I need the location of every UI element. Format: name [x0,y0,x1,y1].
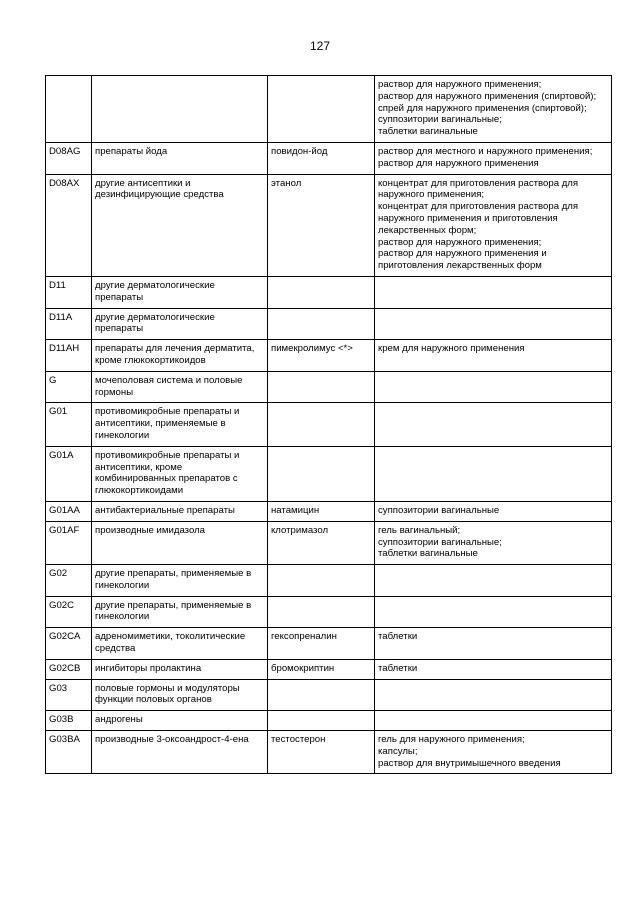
drug-name-cell: бромокриптин [268,659,375,679]
anatomical-group-cell: другие антисептики и дезинфицирующие средства [92,174,268,276]
drug-name-cell [268,76,375,143]
drug-name-cell: повидон-йод [268,142,375,174]
drug-name-cell [268,679,375,711]
drug-name-cell [268,565,375,597]
atc-code-cell: G03BA [46,731,92,774]
table-row [46,276,612,308]
atc-code-cell: G01AA [46,501,92,521]
atc-code-cell: D08AG [46,142,92,174]
anatomical-group-cell: ингибиторы пролактина [92,659,268,679]
table-row [46,501,612,521]
anatomical-group-cell: другие препараты, применяемые в гинекологии [92,565,268,597]
table-row [46,340,612,372]
drug-name-cell: гексопреналин [268,628,375,660]
anatomical-group-cell: препараты для лечения дерматита, кроме глюкокортикоидов [92,340,268,372]
atc-code-cell: D11 [46,276,92,308]
atc-code-cell: G02CA [46,628,92,660]
dosage-form-cell [375,371,612,403]
drug-table [45,75,612,774]
table-body [46,76,612,774]
atc-code-cell: D08AX [46,174,92,276]
anatomical-group-cell: противомикробные препараты и антисептики, применяемые в гинекологии [92,403,268,446]
atc-code-cell: G [46,371,92,403]
anatomical-group-cell: антибактериальные препараты [92,501,268,521]
dosage-form-cell: таблетки [375,628,612,660]
drug-name-cell [268,596,375,628]
atc-code-cell: G01A [46,446,92,501]
dosage-form-cell [375,596,612,628]
table-row [46,76,612,143]
dosage-form-cell [375,565,612,597]
dosage-form-cell [375,679,612,711]
drug-name-cell: пимекролимус <*> [268,340,375,372]
anatomical-group-cell: другие препараты, применяемые в гинекологии [92,596,268,628]
atc-code-cell: G02 [46,565,92,597]
drug-name-cell: клотримазол [268,521,375,564]
table-row [46,596,612,628]
drug-name-cell: этанол [268,174,375,276]
anatomical-group-cell: противомикробные препараты и антисептики, кроме комбинированных препаратов с глюкокортикоидами [92,446,268,501]
dosage-form-cell: раствор для местного и наружного применения; раствор для наружного применения [375,142,612,174]
anatomical-group-cell: мочеполовая система и половые гормоны [92,371,268,403]
atc-code-cell: G02CB [46,659,92,679]
atc-code-cell: G01 [46,403,92,446]
anatomical-group-cell: другие дерматологические препараты [92,308,268,340]
anatomical-group-cell: производные 3-оксоандрост-4-ена [92,731,268,774]
anatomical-group-cell: адреномиметики, токолитические средства [92,628,268,660]
table-row [46,174,612,276]
table-row [46,659,612,679]
drug-name-cell [268,371,375,403]
atc-code-cell [46,76,92,143]
table-row [46,731,612,774]
dosage-form-cell [375,276,612,308]
dosage-form-cell [375,308,612,340]
atc-code-cell: D11AH [46,340,92,372]
table-row [46,371,612,403]
dosage-form-cell: крем для наружного применения [375,340,612,372]
anatomical-group-cell: препараты йода [92,142,268,174]
dosage-form-cell [375,711,612,731]
dosage-form-cell: таблетки [375,659,612,679]
drug-name-cell [268,403,375,446]
anatomical-group-cell: другие дерматологические препараты [92,276,268,308]
dosage-form-cell: концентрат для приготовления раствора для наружного применения; концентрат для приготовления раствора для наружного применения и приготовления лекарственных форм; раствор для наружного применения; раствор для наружного применения и приготовления лекарственных форм [375,174,612,276]
atc-code-cell: G02C [46,596,92,628]
drug-name-cell: натамицин [268,501,375,521]
table-row [46,679,612,711]
drug-name-cell [268,276,375,308]
dosage-form-cell: раствор для наружного применения; раствор для наружного применения (спиртовой); спрей для наружного применения (спиртовой); суппозитории вагинальные; таблетки вагинальные [375,76,612,143]
atc-code-cell: G03B [46,711,92,731]
atc-code-cell: D11A [46,308,92,340]
drug-name-cell [268,308,375,340]
table-row [46,446,612,501]
anatomical-group-cell: половые гормоны и модуляторы функции половых органов [92,679,268,711]
anatomical-group-cell: андрогены [92,711,268,731]
anatomical-group-cell: производные имидазола [92,521,268,564]
table-row [46,565,612,597]
drug-name-cell [268,446,375,501]
page-number: 127 [309,39,331,53]
atc-code-cell: G01AF [46,521,92,564]
table-row [46,521,612,564]
anatomical-group-cell [92,76,268,143]
table-row [46,308,612,340]
dosage-form-cell [375,446,612,501]
dosage-form-cell: суппозитории вагинальные [375,501,612,521]
drug-name-cell [268,711,375,731]
atc-code-cell: G03 [46,679,92,711]
table-row [46,711,612,731]
table-row [46,628,612,660]
dosage-form-cell: гель для наружного применения; капсулы; раствор для внутримышечного введения [375,731,612,774]
table-row [46,142,612,174]
drug-name-cell: тестостерон [268,731,375,774]
dosage-form-cell: гель вагинальный; суппозитории вагинальные; таблетки вагинальные [375,521,612,564]
table-row [46,403,612,446]
dosage-form-cell [375,403,612,446]
